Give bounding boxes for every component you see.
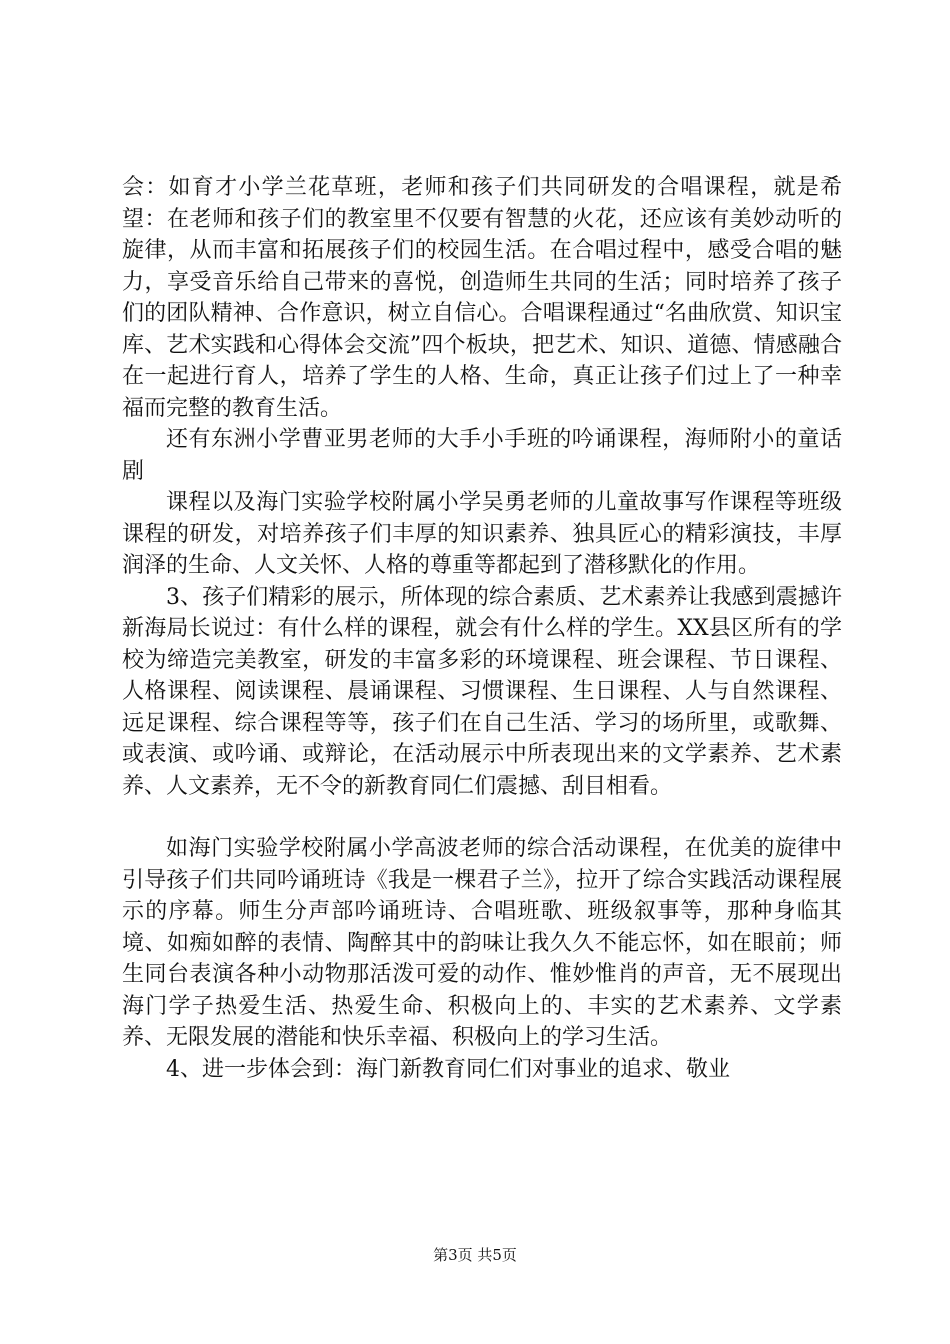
paragraph-spacer [122, 802, 842, 833]
paragraph-comprehensive-activity: 如海门实验学校附属小学高波老师的综合活动课程，在优美的旋律中引导孩子们共同吟诵班诗《我是一棵君子兰》，拉开了综合实践活动课程展示的序幕。师生分声部吟诵班诗、合唱班歌、班级叙事等，那种身临其境、如痴如醉的表情、陶醉其中的韵味让我久久不能忘怀，如在眼前；师生同台表演各种小动物那活泼可爱的动作、惟妙惟肖的声音，无不展现出海门学子热爱生活、热爱生命、积极向上的、丰实的艺术素养、文学素养、无限发展的潜能和快乐幸福、积极向上的学习生活。 [122, 836, 842, 1050]
paragraph-point-3: 3、孩子们精彩的展示，所体现的综合素质、艺术素养让我感到震撼许新海局长说过：有什么样的课程，就会有什么样的学生。XX县区所有的学校为缔造完美教室，研发的丰富多彩的环境课程、班会课程、节日课程、人格课程、阅读课程、晨诵课程、习惯课程、生日课程、人与自然课程、远足课程、综合课程等等，孩子们在自己生活、学习的场所里，或歌舞、或表演、或吟诵、或辩论，在活动展示中所表现出来的文学素养、艺术素养、人文素养，无不令的新教育同仁们震撼、刮目相看。 [122, 584, 842, 799]
paragraph-choir-course: 会：如育才小学兰花草班，老师和孩子们共同研发的合唱课程，就是希望：在老师和孩子们的教室里不仅要有智慧的火花，还应该有美妙动听的旋律，从而丰富和拓展孩子们的校园生活。在合唱过程中，感受合唱的魅力，享受音乐给自己带来的喜悦，创造师生共同的生活；同时培养了孩子们的团队精神、合作意识，树立自信心。合唱课程通过“名曲欣赏、知识宝库、艺术实践和心得体会交流”四个板块，把艺术、知识、道德、情感融合在一起进行育人，培养了学生的人格、生命，真正让孩子们过上了一种幸福而完整的教育生活。 [122, 175, 842, 421]
page-footer: 第3页 共5页 [433, 1246, 517, 1264]
document-body [122, 172, 842, 1085]
paragraph-story-writing-course: 课程以及海门实验学校附属小学吴勇老师的儿童故事写作课程等班级课程的研发，对培养孩子们丰厚的知识素养、独具匠心的精彩演技，丰厚润泽的生命、人文关怀、人格的尊重等都起到了潜移默化的作用。 [122, 490, 842, 578]
paragraph-recitation-course: 还有东洲小学曹亚男老师的大手小手班的吟诵课程，海师附小的童话剧 [122, 427, 842, 484]
paragraph-point-4: 4、进一步体会到：海门新教育同仁们对事业的追求、敬业 [166, 1056, 730, 1082]
